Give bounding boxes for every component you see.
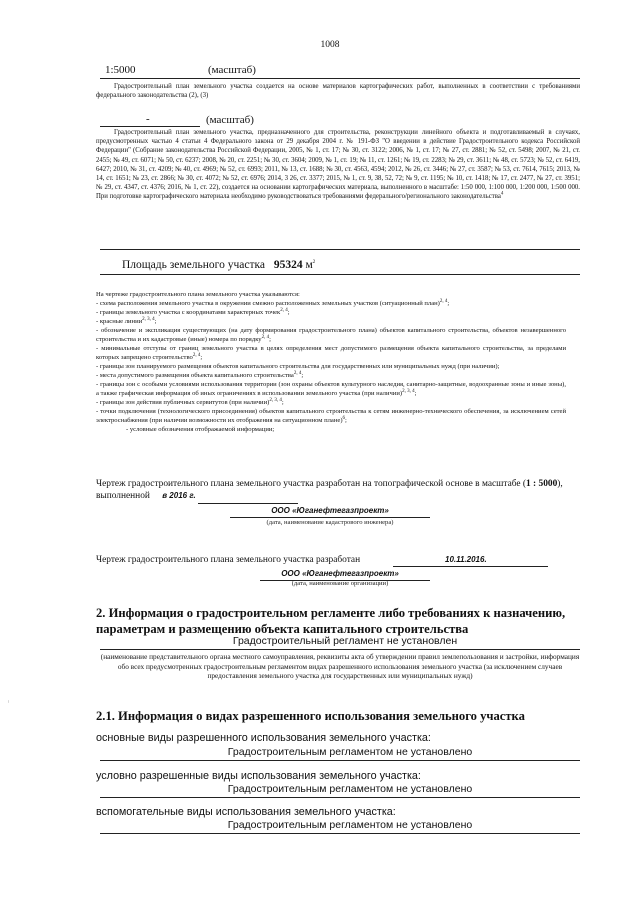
area-underline (100, 274, 580, 275)
permitted-auxiliary-value: Градостроительным регламентом не установлено (227, 819, 473, 831)
section2-note: (наименование представительного органа местного самоуправления, реквизиты акта об утверждении правил землепользования и застройки, информация обо всех предусмотренных градостроительным регламентом видах разрешенного использования земельного участка (за исключением случаев предоставления земельного участка для государственных или муниципальных нужд) (100, 652, 580, 680)
developed-text: Чертеж градостроительного плана земельного участка разработан (96, 555, 361, 565)
permitted-main-value: Градостроительным регламентом не установлено (227, 746, 473, 758)
page-number: 1008 (320, 40, 340, 50)
section2-value: Градостроительный регламент не установлен (232, 635, 458, 647)
paragraph-underline (100, 249, 580, 250)
drawing-year: в 2016 г. (162, 491, 196, 500)
legend-intro: На чертеже градостроительного плана земельного участка указываются: (96, 291, 300, 298)
legend-list (96, 299, 566, 434)
scale-underline-2 (100, 126, 200, 127)
developed-date-underline (393, 566, 548, 567)
legend-item: - точки подключения (технологического присоединения) объектов капитального строительства к сетям инженерно-технического обеспечения, за исключением сетей электроснабжения (при наличии возможности их отображения на ситуационном плане)$^6$; (96, 408, 566, 424)
legend-item: - схема расположения земельного участка в окружении смежно расположенных земельных участков (ситуационный план)$^{2, 4}$; (96, 298, 450, 307)
legend-item: - обозначение и экспликация существующих (на дату формирования градостроительного плана) объектов капитального строительства, объектов незавершенного строительства и их кадастровые (иные) номера по порядку$^{2, 4}$; (96, 327, 566, 343)
section2-heading: 2. Информация о градостроительном регламенте либо требованиях к назначению, параметрам и размещению объекта капитального строительства (96, 606, 566, 636)
year-underline (198, 503, 298, 504)
scale-value-2: - (146, 113, 150, 125)
area-label: Площадь земельного участка (122, 259, 265, 271)
scale-value: 1:5000 (105, 64, 136, 76)
drawing-org: ООО «Юганефтегазпроект» (271, 506, 389, 515)
legend-item: - границы зон действия публичных сервитутов (при наличии)$^{2, 3, 4}$; (96, 397, 284, 406)
legend-item: - красные линии$^{2, 3, 4}$; (96, 316, 157, 325)
drawing-org-underline (230, 517, 430, 518)
legend-item: - минимальные отступы от границ земельного участка в целях определения мест допустимого размещения объекта капитального строительства, за пределами которых запрещено строительство$^{2, 4}$; (96, 345, 566, 361)
scale-label: (масштаб) (208, 64, 256, 76)
legend-item: - границы зон планируемого размещения объектов капитального строительства для государственных или муниципальных нужд (при наличии); (96, 363, 500, 370)
legend-item: - места допустимого размещения объекта капитального строительства$^{2, 4}$; (96, 370, 304, 379)
legend-item: - границы земельного участка с координатами характерных точек$^{2, 4}$; (96, 307, 290, 316)
scale-underline (100, 78, 580, 79)
permitted-conditional-underline (100, 797, 580, 798)
scale-note: Градостроительный план земельного участка создается на основе материалов картографических работ, выполненных в соответствии с требованиями федерального законодательства (2), (3) (96, 83, 580, 100)
permitted-main-label: основные виды разрешенного использования земельного участка: (96, 732, 431, 744)
developed-org-label: (дата, наименование организации) (291, 580, 389, 587)
permitted-auxiliary-underline (100, 833, 580, 834)
permitted-main-underline (100, 760, 580, 761)
developed-org: ООО «Юганефтегазпроект» (281, 569, 399, 578)
permitted-conditional-label: условно разрешенные виды использования земельного участка: (96, 770, 421, 782)
developed-date: 10.11.2016. (445, 555, 487, 564)
margin-scan-noise: ~ (5, 700, 10, 703)
permitted-auxiliary-label: вспомогательные виды использования земельного участка: (96, 806, 396, 818)
drawing-org-label: (дата, наименование кадастрового инженера) (266, 519, 394, 526)
permitted-conditional-value: Градостроительным регламентом не установлено (227, 783, 473, 795)
section21-heading: 2.1. Информация о видах разрешенного использования земельного участка (96, 709, 525, 723)
legend-item: - границы зон с особыми условиями использования территории (зон охраны объектов культурного наследия, санитарно-защитные, водоохранные зоны и иные зоны), а также графическая информация об иных ограничениях в использовании земельного участка (при наличии)$^{2, 3, 4}$; (96, 381, 566, 397)
linear-object-paragraph: Градостроительный план земельного участка, предназначенного для строительства, реконструкции линейного объекта и подготавливаемый в случаях, предусмотренных частью 4 статьи 4 Федерального закона от 29 декабря 2004 г. № 191-ФЗ "О введении в действие Градостроительного кодекса Российской Федерации" (Собрание законодательства Российской Федерации, 2005, № 1, ст. 17; № 30, ст. 3122; 2006, № 1, ст. 17; № 27, ст. 2881; № 52, ст. 5498; 2007, № 21, ст. 2455; № 49, ст. 6071; № 50, ст. 6237; 2008, № 20, ст. 2251; № 30, ст. 3604; 2009, № 1, ст. 19; № 11, ст. 1261; № 19, ст. 2283; № 29, ст. 3611; № 48, ст. 5723; № 52, ст. 6419, 6427; 2010, № 31, ст. 4209; № 40, ст. 4969; № 52, ст. 6993; 2011, № 13, ст. 1688; № 30, ст. 4563, 4594; 2012, № 26, ст. 3446; № 27, ст. 3587; № 53, ст. 7614, 7615; 2013, № 14, ст. 1651; № 23, ст. 2866; № 30, ст. 4072; № 52, ст. 6976; 2014, 3 26, ст. 3377; 2015, № 1, ст. 9, 38, 52, 72; № 9, ст. 1195; № 10, ст. 1418; № 17, ст. 2477, № 27, ст. 3951; № 29, ст. 4347, ст. 4376; 2016, № 1, ст. 22), создается на основании картографических материала, выполненного в масштабе: 1:50 000, 1:100 000, 1:200 000, 1:500 000. При подготовке картографического материала необходимо руководствоваться требованиями федерального/регионального законодательства$^4$ (96, 129, 580, 201)
section2-underline (100, 649, 580, 650)
scale-label-2: (масштаб) (206, 114, 254, 126)
drawing-basis: Чертеж градостроительного плана земельного участка разработан на топографической основе в масштабе (1 : 5000), выполненной в 2016 г. (96, 479, 563, 501)
area-unit: м (305, 259, 313, 271)
drawing-scale: 1 : 5000 (526, 479, 558, 489)
area-value: 95324 (273, 259, 303, 271)
legend-item: - условные обозначения отображаемой информации; (126, 426, 275, 433)
area-line: Площадь земельного участка 95324 $м^2$ (122, 259, 316, 271)
